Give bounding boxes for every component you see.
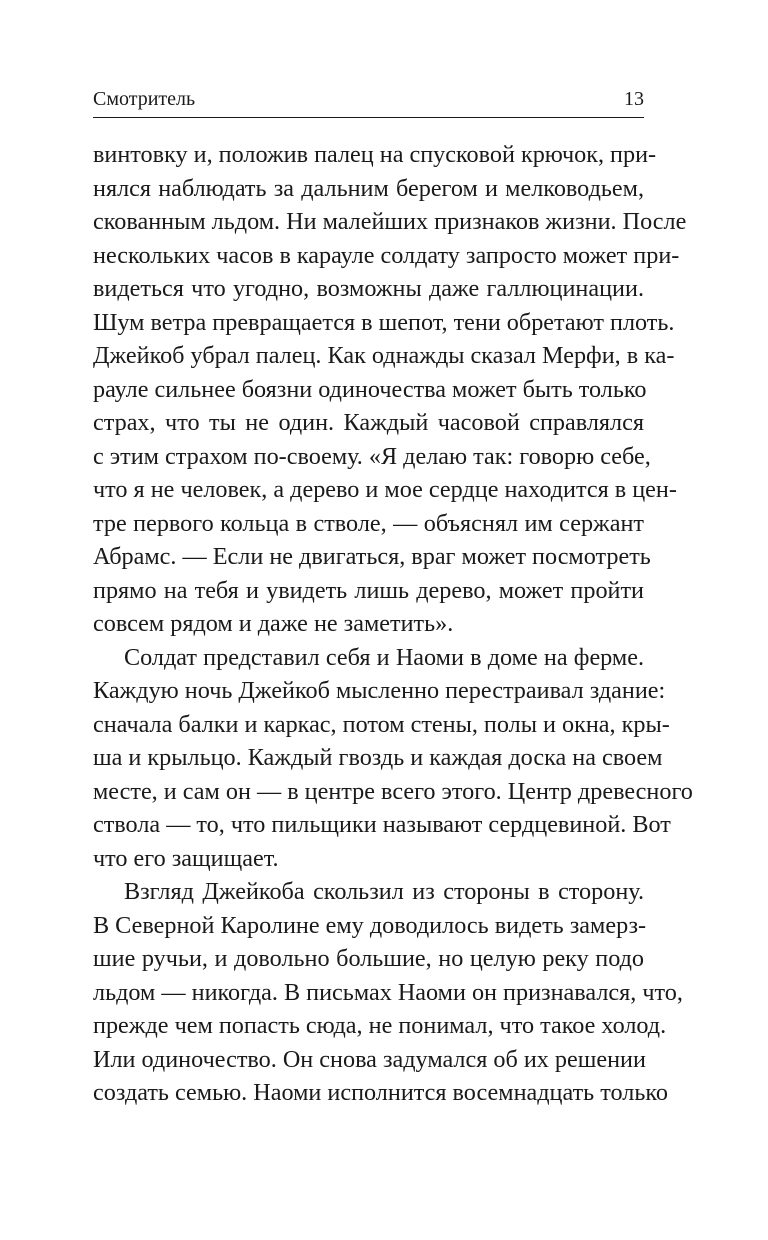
book-page — [93, 85, 693, 1110]
text-line: Или одиночество. Он снова задумался об их решении — [93, 1045, 646, 1073]
page-number: 13 — [624, 88, 644, 110]
paragraph-first-line: Солдат представил себя и Наоми в доме на ферме. — [124, 643, 644, 671]
text-line: видеться что угодно, возможны даже галлюцинации. — [93, 275, 644, 302]
text-line: нескольких часов в карауле солдату запросто может при- — [93, 241, 680, 269]
running-header — [93, 85, 644, 118]
text-line: шие ручьи, и довольно большие, но целую реку подо — [93, 945, 644, 972]
body-text — [93, 138, 693, 1110]
text-line: страх, что ты не один. Каждый часовой справлялся — [93, 409, 644, 436]
text-line: ствола — то, что пильщики называют сердцевиной. Вот — [93, 811, 671, 838]
text-line: что я не человек, а дерево и мое сердце находится в цен- — [93, 476, 677, 503]
text-line: тре первого кольца в стволе, — объяснял им сержант — [93, 509, 644, 537]
text-line: Каждую ночь Джейкоб мысленно перестраивал здание: — [93, 677, 666, 704]
text-line: Шум ветра превращается в шепот, тени обретают плоть. — [93, 308, 675, 336]
text-line: Абрамс. — Если не двигаться, враг может посмотреть — [93, 543, 651, 570]
text-line: месте, и сам он — в центре всего этого. Центр древесного — [93, 777, 693, 805]
text-line: создать семью. Наоми исполнится восемнадцать только — [93, 1079, 668, 1106]
text-line: рауле сильнее боязни одиночества может быть только — [93, 375, 647, 403]
paragraph-first-line: Взгляд Джейкоба скользил из стороны в сторону. — [124, 878, 644, 905]
text-line: ша и крыльцо. Каждый гвоздь и каждая доска на своем — [93, 744, 663, 771]
text-line: прямо на тебя и увидеть лишь дерево, может пройти — [93, 576, 644, 604]
text-line: льдом — никогда. В письмах Наоми он признавался, что, — [93, 978, 683, 1006]
text-line: винтовку и, положив палец на спусковой крючок, при- — [93, 141, 657, 168]
text-line: сначала балки и каркас, потом стены, полы и окна, кры- — [93, 710, 670, 738]
text-line: с этим страхом по-своему. «Я делаю так: говорю себе, — [93, 442, 651, 470]
running-title: Смотритель — [93, 88, 196, 110]
text-line: нялся наблюдать за дальним берегом и мелководьем, — [93, 174, 644, 202]
text-line: что его защищает. — [93, 844, 279, 872]
text-line: совсем рядом и даже не заметить». — [93, 610, 454, 637]
text-line: Джейкоб убрал палец. Как однажды сказал Мерфи, в ка- — [93, 342, 675, 369]
text-line: прежде чем попасть сюда, не понимал, что такое холод. — [93, 1012, 667, 1039]
text-line: скованным льдом. Ни малейших признаков жизни. После — [93, 208, 687, 235]
text-line: В Северной Каролине ему доводилось видеть замерз- — [93, 911, 647, 939]
